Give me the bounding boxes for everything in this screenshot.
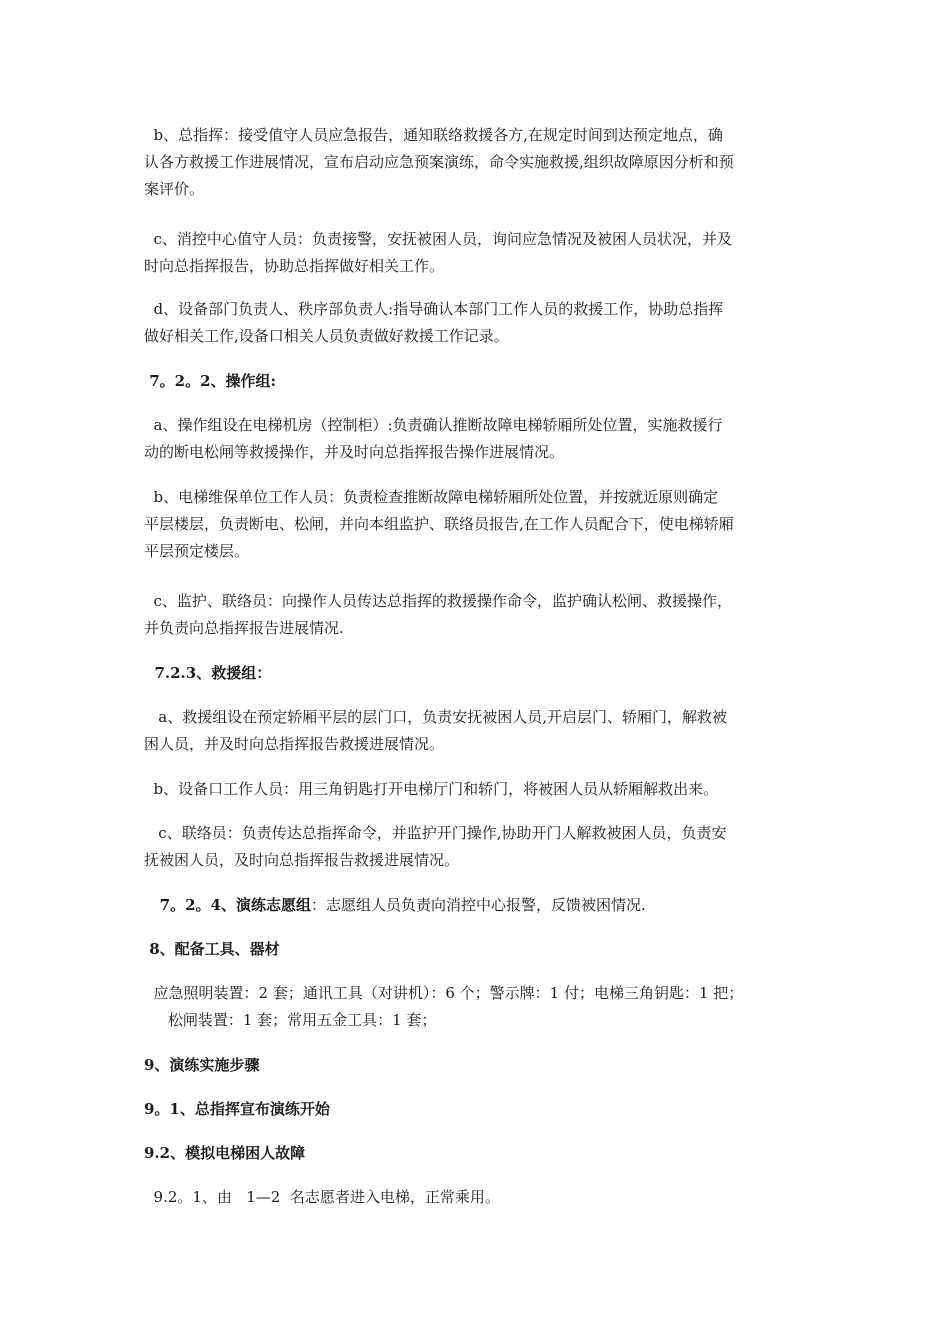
heading-text: 7。2。2、操作组: — [144, 372, 277, 390]
text-line: b、总指挥：接受值守人员应急报告，通知联络救援各方,在规定时间到达预定地点，确 — [144, 126, 723, 144]
text-line: 抚被困人员，及时向总指挥报告救援进展情况。 — [144, 851, 460, 869]
text-line: 时向总指挥报告，协助总指挥做好相关工作。 — [144, 257, 445, 275]
heading-text: 9。1、总指挥宣布演练开始 — [144, 1100, 330, 1118]
section-7-2-4-volunteer-group — [144, 892, 812, 919]
paragraph-c-liaison — [144, 820, 812, 874]
section-heading-9 — [144, 1052, 812, 1079]
paragraph-a-operation-group — [144, 412, 812, 466]
paragraph-equipment-list — [144, 980, 812, 1034]
paragraph-d-department-heads — [144, 296, 812, 350]
text-line: d、设备部门负责人、秩序部负责人:指导确认本部门工作人员的救援工作，协助总指挥 — [144, 300, 724, 318]
text-line: 应急照明装置：2 套；通讯工具（对讲机）：6 个；警示牌：1 付；电梯三角钥匙：1 把； — [144, 984, 744, 1002]
heading-text: 9、演练实施步骤 — [144, 1056, 260, 1074]
paragraph-b-equipment-staff — [144, 776, 812, 803]
text-line: c、消控中心值守人员：负责接警，安抚被困人员，询问应急情况及被困人员状况，并及 — [144, 230, 732, 248]
section-heading-7-2-2 — [144, 368, 812, 395]
text-line: 并负责向总指挥报告进展情况. — [144, 619, 344, 637]
text-line: 平层预定楼层。 — [144, 542, 250, 560]
text-line: 困人员，并及时向总指挥报告救援进展情况。 — [144, 735, 445, 753]
text-line: c、联络员：负责传达总指挥命令，并监护开门操作,协助开门人解救被困人员，负责安 — [144, 824, 727, 842]
paragraph-c-monitor-liaison — [144, 588, 812, 642]
text-line: 案评价。 — [144, 180, 205, 198]
heading-text: 7。2。4、演练志愿组 — [144, 896, 311, 914]
text-line: 松闸装置：1 套；常用五金工具：1 套； — [144, 1011, 437, 1029]
text-line: 做好相关工作,设备口相关人员负责做好救援工作记录。 — [144, 327, 509, 345]
heading-text: 8、配备工具、器材 — [144, 940, 280, 958]
body-text: ：志愿组人员负责向消控中心报警，反馈被困情况. — [310, 896, 646, 914]
text-line: 9.2。1、由 1—2 名志愿者进入电梯，正常乘用。 — [144, 1188, 500, 1206]
text-line: 认各方救援工作进展情况，宣布启动应急预案演练，命令实施救援,组织故障原因分析和预 — [144, 153, 734, 171]
heading-text: 7.2.3、救援组： — [144, 664, 272, 682]
text-line: a、救援组设在预定轿厢平层的层门口，负责安抚被困人员,开启层门、轿厢门，解救被 — [144, 708, 728, 726]
section-heading-7-2-3 — [144, 660, 812, 687]
paragraph-b-maintenance-unit — [144, 484, 812, 565]
paragraph-c-control-center — [144, 226, 812, 280]
section-heading-9-1 — [144, 1096, 812, 1123]
paragraph-b-commander — [144, 122, 812, 203]
heading-text: 9.2、模拟电梯困人故障 — [144, 1144, 306, 1162]
paragraph-a-rescue-group — [144, 704, 812, 758]
text-line: 平层楼层，负责断电、松闸，并向本组监护、联络员报告,在工作人员配合下，使电梯轿厢 — [144, 515, 734, 533]
text-line: b、设备口工作人员：用三角钥匙打开电梯厅门和轿门，将被困人员从轿厢解救出来。 — [144, 780, 719, 798]
text-line: a、操作组设在电梯机房（控制柜）:负责确认推断故障电梯轿厢所处位置，实施救援行 — [144, 416, 723, 434]
text-line: b、电梯维保单位工作人员：负责检查推断故障电梯轿厢所处位置，并按就近原则确定 — [144, 488, 719, 506]
text-line: c、监护、联络员：向操作人员传达总指挥的救援操作命令，监护确认松闸、救援操作， — [144, 592, 732, 610]
paragraph-9-2-1 — [144, 1184, 812, 1211]
section-heading-9-2 — [144, 1140, 812, 1167]
section-heading-8 — [144, 936, 812, 963]
text-line: 动的断电松闸等救援操作，并及时向总指挥报告操作进展情况。 — [144, 443, 565, 461]
text-line — [144, 892, 812, 919]
